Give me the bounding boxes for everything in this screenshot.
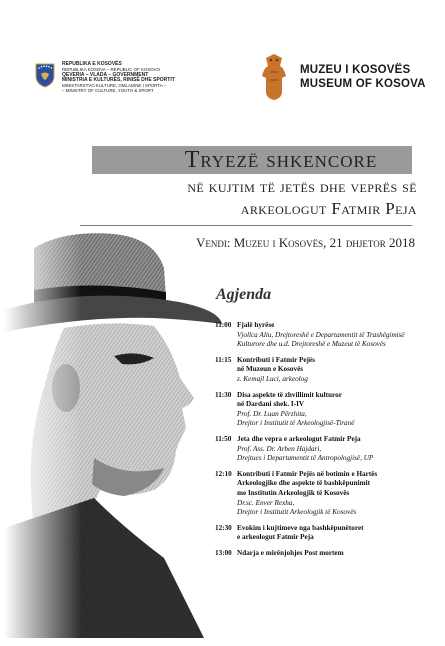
agenda-topic: Disa aspekte të zhvillimit kulturor në Dardani shek. I-IV — [237, 390, 342, 409]
agenda-item — [215, 524, 425, 543]
agenda-speaker-role: Drejtor i Institutit të Arkeologjisë-Tiranë — [237, 419, 355, 428]
agenda-time: 11:30 — [215, 390, 232, 399]
government-lines — [62, 62, 175, 94]
agenda-time: 12:10 — [215, 469, 232, 478]
agenda-topic: Jeta dhe vepra e arkeologut Fatmir Peja — [237, 434, 361, 443]
museum-name-sq: MUZEU I KOSOVËS — [300, 64, 411, 76]
museum-logo — [256, 52, 426, 102]
agenda-topic: Kontributi i Fatmir Pejës në Muzeun e Kosovës — [237, 355, 315, 374]
agenda-time: 11:00 — [215, 321, 232, 329]
museum-name-en: MUSEUM OF KOSOVA — [300, 78, 426, 90]
agenda-topic: Ndarja e mirënjohjes Post mortem — [237, 548, 344, 557]
agenda-item — [215, 549, 425, 559]
event-subtitle-line-1: në kujtim të jetës dhe veprës së — [187, 177, 417, 196]
gov-line: QEVERIA – VLADA – GOVERNMENT — [62, 71, 149, 78]
agenda-topic: Fjalë hyrëse — [237, 321, 275, 329]
agenda-item — [215, 321, 425, 350]
government-header — [34, 62, 214, 94]
gov-line: MINISTRIA E KULTURËS, RINISË DHE SPORTIT — [62, 76, 175, 83]
museum-name — [300, 63, 426, 91]
agenda-item — [215, 435, 425, 464]
divider — [80, 225, 412, 226]
gov-line: REPUBLIKA E KOSOVËS — [62, 61, 122, 67]
agenda-time: 11:50 — [215, 434, 232, 443]
agenda-speaker: Prof. Ass. Dr. Arben Hajdari, — [237, 444, 322, 453]
event-title: Tryezë shkencore — [184, 147, 378, 173]
kosovo-emblem-icon — [34, 62, 56, 88]
gov-line: REPUBLIKA KOSOVA – REPUBLIC OF KOSOVO — [62, 67, 161, 73]
goddess-figurine-icon — [256, 52, 292, 102]
agenda-item — [215, 356, 425, 385]
agenda-topic: Evokim i kujtimeve nga bashkëpunëtoret e arkeologut Fatmir Peja — [237, 523, 364, 542]
agenda-speaker-role: Drejtor i Institutit Arkeologjik të Kosovës — [237, 508, 357, 517]
agenda-list — [215, 321, 425, 564]
agenda-heading: Agjenda — [216, 286, 272, 303]
agenda-item — [215, 470, 425, 518]
portrait-illustration — [4, 228, 226, 638]
agenda-speaker: z. Kemajl Luci, arkeolog — [237, 374, 308, 383]
agenda-speaker: Vjollca Aliu, Drejtoreshë e Departamentit të Trashëgimisë Kulturore dhe u.d. Drejtoreshë e Muzeut të Kosovës — [237, 330, 405, 349]
agenda-item — [215, 391, 425, 429]
agenda-speaker: Prof. Dr. Luan Përzhita, — [237, 409, 307, 418]
venue-date: Vendi: Muzeu i Kosovës, 21 dhjetor 2018 — [195, 235, 415, 250]
event-subtitle-line-2: arkeologut Fatmir Peja — [240, 199, 417, 218]
agenda-time: 13:00 — [215, 548, 232, 557]
gov-line: – MINISTRY OF CULTURE, YOUTH & SPORT — [62, 88, 154, 94]
agenda-speaker-role: Drejtues i Departamentit të Antropologjisë, UP — [237, 454, 374, 463]
agenda-time: 11:15 — [215, 355, 232, 364]
agenda-time: 12:30 — [215, 523, 232, 532]
agenda-topic: Kontributi i Fatmir Pejës në botimin e Hartës Arkeologjike dhe aspekte të bashkëpunimit me Institutin Arkeologjik të Kosovës — [237, 469, 378, 497]
gov-line: MINISTARSTVO KULTURE, OMLADINE I SPORTA – — [62, 83, 167, 89]
agenda-speaker: Dr.sc. Enver Rexha, — [237, 498, 295, 507]
